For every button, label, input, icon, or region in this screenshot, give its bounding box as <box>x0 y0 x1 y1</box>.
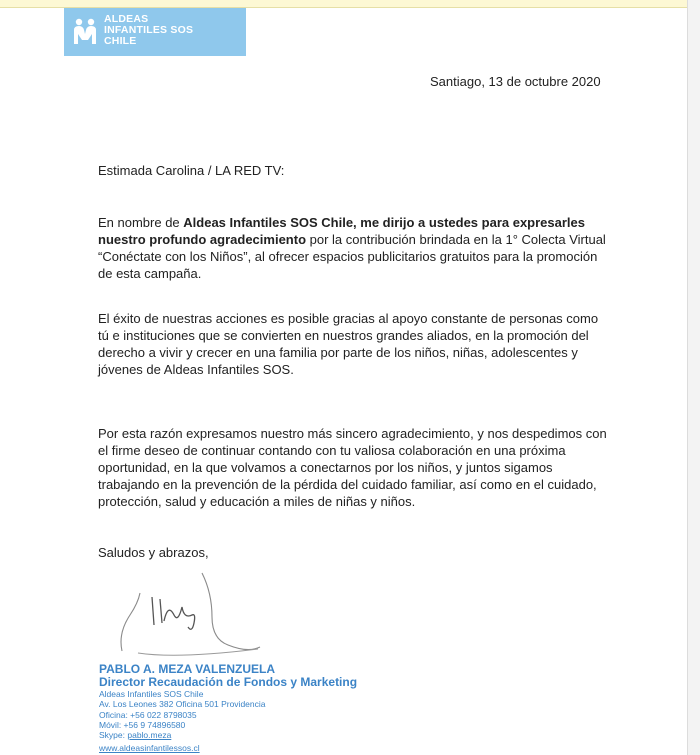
skype-label: Skype: <box>99 730 128 741</box>
top-bar <box>0 0 700 8</box>
skype-id-link[interactable]: pablo.meza <box>127 730 172 741</box>
paragraph-3: Por esta razón expresamos nuestro más sincero agradecimiento, y nos despedimos con el firme deseo de continuar contando con tu valiosa colaboración en una próxima oportunidad, en la que volvamos a conectarnos por los niños, y juntos sigamos trabajando en la prevención de la pérdida del cuidado familiar, así como en el cuidado, protección, salud y educación a miles de niñas y niños. <box>98 426 607 509</box>
signature-block <box>99 663 357 754</box>
logo-text <box>104 14 193 47</box>
handwritten-signature <box>108 563 278 668</box>
signer-address: Av. Los Leones 382 Oficina 501 Providencia <box>99 699 266 710</box>
org-logo <box>64 8 246 56</box>
signer-name: PABLO A. MEZA VALENZUELA <box>99 662 275 676</box>
paragraph-1 <box>98 214 608 282</box>
logo-line-1: ALDEAS <box>104 13 149 25</box>
logo-line-3: CHILE <box>104 35 137 47</box>
letter-greeting: Estimada Carolina / LA RED TV: <box>98 163 285 178</box>
signer-mobile-phone: Móvil: +56 9 74896580 <box>99 719 186 730</box>
paragraph-1-bold: Aldeas Infantiles SOS Chile, me dirijo a ustedes para expresarles nuestro profundo agradecimiento <box>98 215 585 247</box>
logo-line-2: INFANTILES SOS <box>104 24 194 36</box>
window-edge <box>687 0 700 755</box>
website-link[interactable]: www.aldeasinfantilessos.cl <box>99 743 200 754</box>
paragraph-1-intro: En nombre de <box>98 215 184 230</box>
signer-skype <box>99 730 357 740</box>
paragraph-2: El éxito de nuestras acciones es posible gracias al apoyo constante de personas como tú e instituciones que se convierten en nuestros grandes aliados, en la promoción del derecho a vivir y crecer en una familia por parte de los niños, niñas, adolescentes y jóvenes de Aldeas Infantiles SOS. <box>98 311 599 377</box>
letter-page <box>0 8 684 755</box>
letter-closing: Saludos y abrazos, <box>98 545 209 560</box>
signer-org: Aldeas Infantiles SOS Chile <box>99 689 204 699</box>
signer-title: Director Recaudación de Fondos y Marketing <box>99 675 358 689</box>
logo-figures-icon <box>72 16 98 46</box>
paragraph-1-rest: por la contribución brindada en la 1° Colecta Virtual “Conéctate con los Niños”, al ofrecer espacios publicitarios gratuitos para la promoción de esta campaña. <box>98 232 606 281</box>
signer-office-phone: Oficina: +56 022 8798035 <box>99 709 197 720</box>
letter-date: Santiago, 13 de octubre 2020 <box>430 74 601 89</box>
